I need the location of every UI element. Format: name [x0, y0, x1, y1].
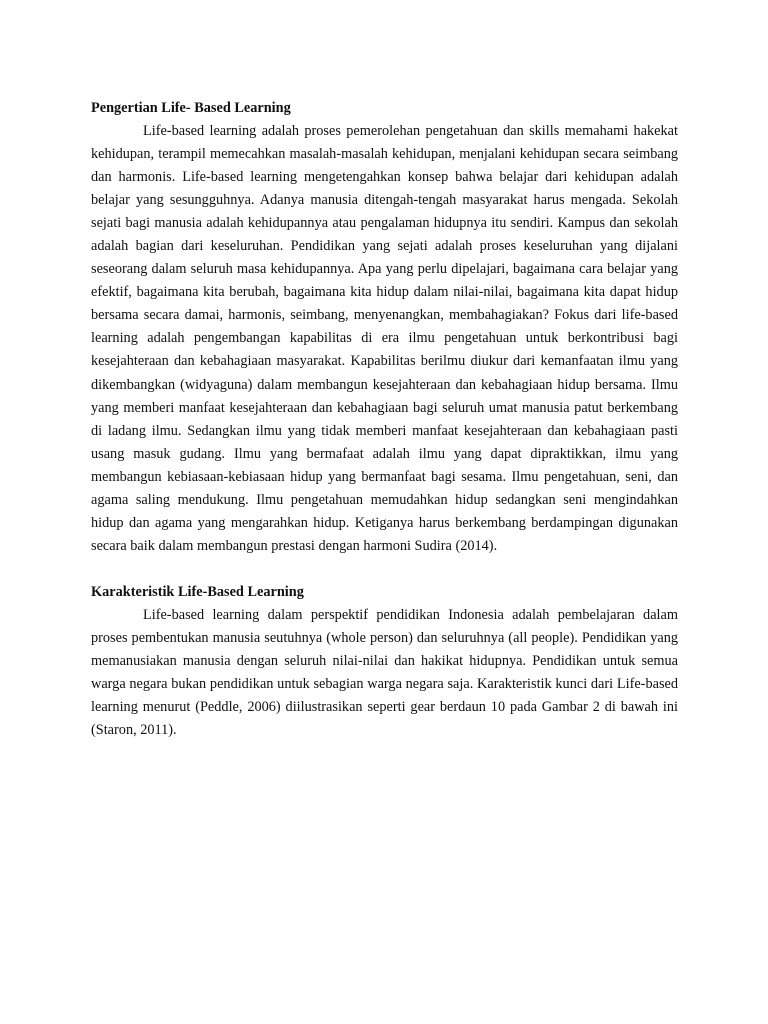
section-heading-karakteristik: Karakteristik Life-Based Learning [91, 583, 304, 600]
document-body [91, 97, 678, 742]
section-paragraph-pengertian: Life-based learning adalah proses pemerolehan pengetahuan dan skills memahami hakekat kehidupan, terampil memecahkan masalah-masalah kehidupan, menjalani kehidupan secara seimbang dan harmonis. Life-based learning mengetengahkan konsep bahwa belajar dari kehidupan adalah belajar yang sesungguhnya. Adanya manusia ditengah-tengah masyarakat harus mengada. Sekolah sejati bagi manusia adalah kehidupannya atau pengalaman hidupnya itu sendiri. Kampus dan sekolah adalah bagian dari keseluruhan. Pendidikan yang sejati adalah proses keseluruhan yang dijalani seseorang dalam seluruh masa kehidupannya. Apa yang perlu dipelajari, bagaimana cara belajar yang efektif, bagaimana kita berubah, bagaimana kita hidup dalam nilai-nilai, bagaimana kita dapat hidup bersama secara damai, harmonis, seimbang, menyenangkan, membahagiakan? Fokus dari life-based learning adalah pengembangan kapabilitas di era ilmu pengetahuan untuk berkontribusi bagi kesejahteraan dan kebahagiaan masyarakat. Kapabilitas berilmu diukur dari kemanfaatan ilmu yang dikembangkan (widyaguna) dalam membangun kesejahteraan dan kebahagiaan hidup bersama. Ilmu yang memberi manfaat kesejahteraan dan kebahagiaan bagi seluruh umat manusia patut berkembang di ladang ilmu. Sedangkan ilmu yang tidak memberi manfaat kesejahteraan dan kebahagiaan pasti usang masuk gudang. Ilmu yang bermafaat adalah ilmu yang dapat dipraktikkan, ilmu yang membangun kebiasaan-kebiasaan hidup yang bermanfaat bagi sesama. Ilmu pengetahuan, seni, dan agama saling mendukung. Ilmu pengetahuan memudahkan hidup sedangkan seni mengindahkan hidup dan agama yang mengarahkan hidup. Ketiganya harus berkembang berdampingan digunakan secara baik dalam membangun prestasi dengan harmoni Sudira (2014). [91, 123, 678, 554]
section-heading-pengertian: Pengertian Life- Based Learning [91, 100, 291, 116]
section-paragraph-karakteristik: Life-based learning dalam perspektif pendidikan Indonesia adalah pembelajaran dalam proses pembentukan manusia seutuhnya (whole person) dan seluruhnya (all people). Pendidikan yang memanusiakan manusia dengan seluruh nilai-nilai dan hakikat hidupnya. Pendidikan untuk semua warga negara bukan pendidikan untuk sebagian warga negara saja. Karakteristik kunci dari Life-based learning menurut (Peddle, 2006) diilustrasikan seperti gear berdaun 10 pada Gambar 2 di bawah ini (Staron, 2011). [91, 606, 678, 739]
section-spacer [91, 558, 678, 581]
